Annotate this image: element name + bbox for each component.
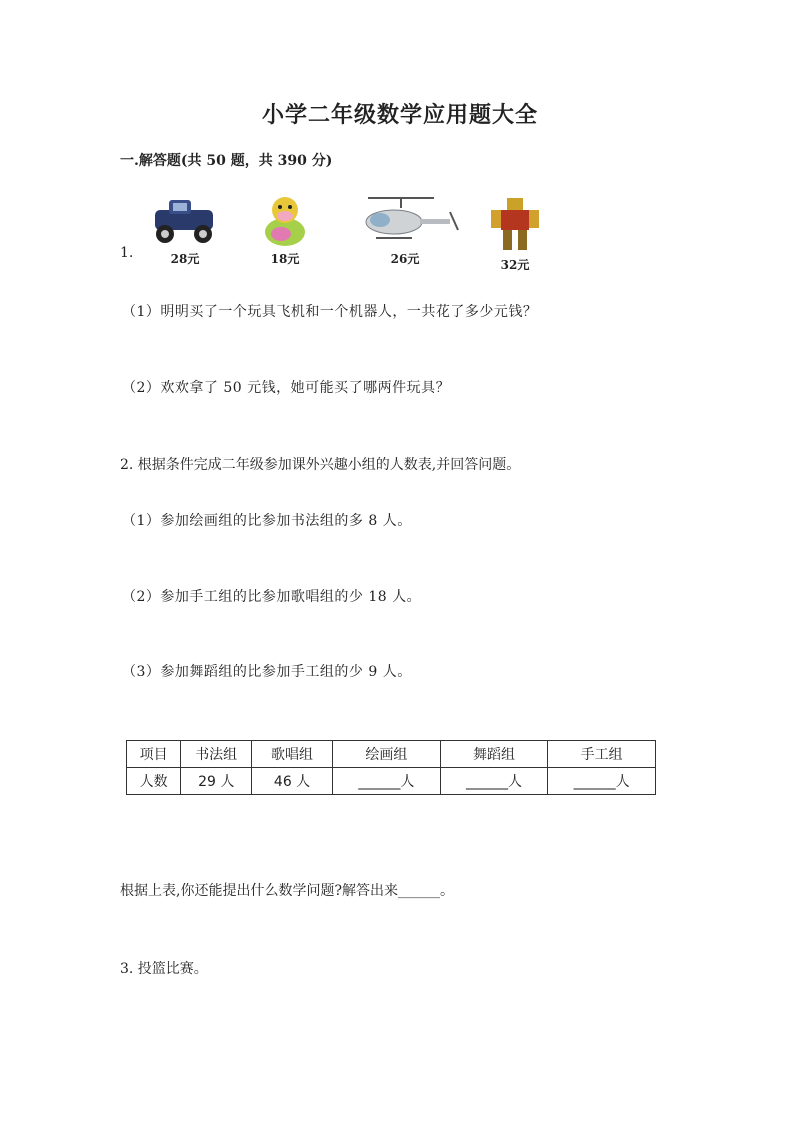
- table-cell: 舞蹈组: [440, 741, 548, 768]
- table-cell: 人数: [127, 768, 181, 795]
- table-cell: 歌唱组: [252, 741, 333, 768]
- table-cell: 46 人: [252, 768, 333, 795]
- toy-price: 32元: [500, 258, 530, 272]
- question-2-condition-1: （1）参加绘画组的比参加书法组的多 8 人。: [122, 513, 412, 529]
- question-1-part-2: （2）欢欢拿了 50 元钱，她可能买了哪两件玩具？: [122, 380, 451, 396]
- toy-price: 18元: [270, 252, 300, 266]
- table-blank-cell: ______人: [548, 768, 656, 795]
- toy-item: [140, 190, 230, 278]
- toy-cow-icon: [245, 190, 325, 248]
- toy-item: [345, 190, 465, 278]
- table-blank-cell: ______人: [440, 768, 548, 795]
- question-1-part-1: （1）明明买了一个玩具飞机和一个机器人，一共花了多少元钱？: [122, 304, 538, 320]
- table-blank-cell: ______人: [333, 768, 441, 795]
- question-2-condition-2: （2）参加手工组的比参加歌唱组的少 18 人。: [122, 589, 422, 605]
- toy-price: 28元: [170, 252, 200, 266]
- question-2-followup: 根据上表,你还能提出什么数学问题?解答出来______。: [120, 883, 454, 899]
- toy-car-icon: [145, 190, 225, 248]
- toy-price-row: [140, 190, 560, 280]
- table-cell: 手工组: [548, 741, 656, 768]
- toy-price: 26元: [390, 252, 420, 266]
- table-row: [127, 768, 656, 795]
- toy-helicopter-icon: [346, 190, 464, 248]
- table-cell: 书法组: [181, 741, 252, 768]
- question-2-condition-3: （3）参加舞蹈组的比参加手工组的少 9 人。: [122, 664, 412, 680]
- question-2-stem: 2. 根据条件完成二年级参加课外兴趣小组的人数表,并回答问题。: [120, 457, 521, 473]
- table-cell: 项目: [127, 741, 181, 768]
- table-cell: 29 人: [181, 768, 252, 795]
- table-cell: 绘画组: [333, 741, 441, 768]
- interest-group-table: [126, 740, 656, 795]
- toy-robot-icon: [485, 196, 545, 254]
- toy-item: [240, 190, 330, 278]
- question-3-stem: 3. 投篮比赛。: [120, 961, 208, 977]
- toy-item: [470, 196, 560, 284]
- question-1-number: 1.: [120, 245, 134, 261]
- section-heading: 一.解答题(共 50 题，共 390 分): [120, 153, 333, 169]
- table-header-row: [127, 741, 656, 768]
- page-title: 小学二年级数学应用题大全: [261, 102, 538, 128]
